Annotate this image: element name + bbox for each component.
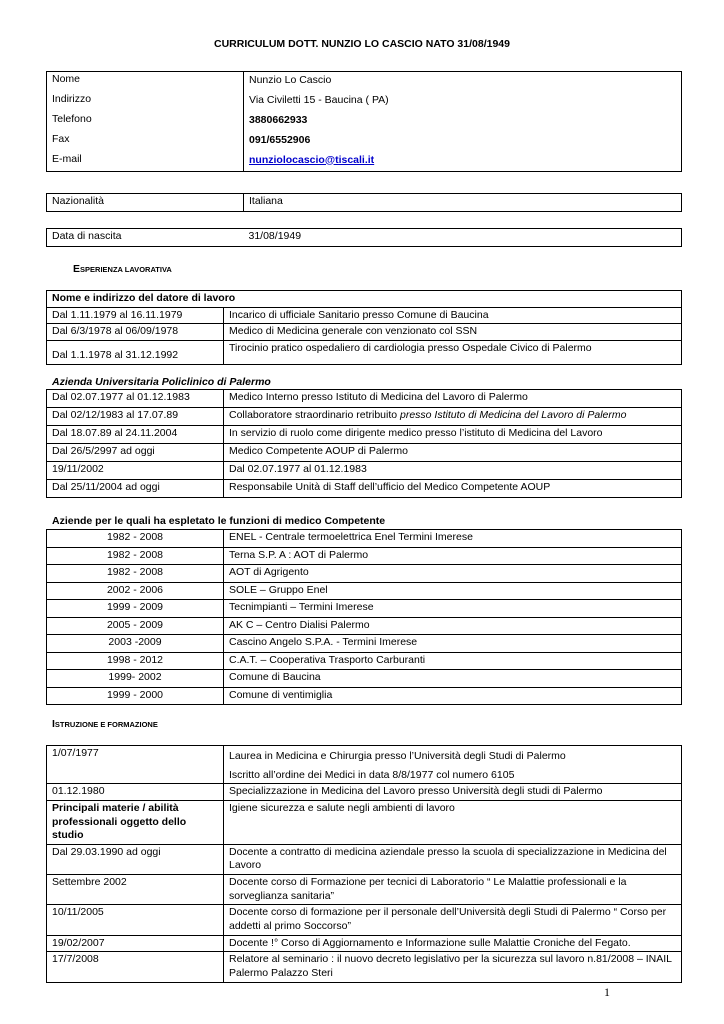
table-row xyxy=(47,687,682,705)
education-desc-line: Iscritto all’ordine dei Medici in data 8/8/1977 col numero 6105 xyxy=(229,768,515,781)
contact-value: Nunzio Lo Cascio xyxy=(244,72,682,92)
competente-years: 1999- 2002 xyxy=(47,670,224,688)
table-row xyxy=(47,340,682,364)
competente-heading: Aziende per le quali ha espletato le funzioni di medico Competente xyxy=(52,515,386,527)
azienda-desc xyxy=(224,480,682,498)
birth-value: 31/08/1949 xyxy=(244,229,682,247)
azienda-table xyxy=(46,389,682,498)
competente-table xyxy=(46,529,682,705)
employer-date: Dal 1.1.1978 al 31.12.1992 xyxy=(47,340,224,364)
azienda-date: 19/11/2002 xyxy=(47,462,224,480)
contact-value: Via Civiletti 15 - Baucina ( PA) xyxy=(244,92,682,112)
education-desc-line: Igiene sicurezza e salute negli ambienti di lavoro xyxy=(229,801,455,814)
azienda-date: Dal 02/12/1983 al 17.07.89 xyxy=(47,408,224,426)
table-row xyxy=(47,390,682,408)
competente-company: Comune di ventimiglia xyxy=(224,687,682,705)
table-row xyxy=(47,324,682,341)
education-desc xyxy=(224,875,682,905)
competente-company: C.A.T. – Cooperativa Trasporto Carburanti xyxy=(224,652,682,670)
azienda-desc-text: Collaboratore straordinario retribuito xyxy=(229,409,400,421)
employer-date: Dal 1.11.1979 al 16.11.1979 xyxy=(47,307,224,324)
azienda-desc-text: Responsabile Unità di Staff dell’ufficio del Medico Competente AOUP xyxy=(229,481,551,493)
competente-years: 1982 - 2008 xyxy=(47,547,224,565)
competente-years: 1999 - 2000 xyxy=(47,687,224,705)
azienda-date: Dal 25/11/2004 ad oggi xyxy=(47,480,224,498)
competente-company: AK C – Centro Dialisi Palermo xyxy=(224,617,682,635)
nationality-label: Nazionalità xyxy=(47,194,244,212)
table-row xyxy=(47,935,682,952)
azienda-desc-text: Dal 02.07.1977 al 01.12.1983 xyxy=(229,463,367,475)
education-desc-line: Relatore al seminario : il nuovo decreto legislativo per la sicurezza sul lavoro n.81/2008 – INAIL Palermo Palazzo Steri xyxy=(229,953,672,979)
education-desc xyxy=(224,800,682,844)
azienda-desc xyxy=(224,408,682,426)
competente-company: Comune di Baucina xyxy=(224,670,682,688)
azienda-date: Dal 02.07.1977 al 01.12.1983 xyxy=(47,390,224,408)
azienda-date: Dal 26/5/2997 ad oggi xyxy=(47,444,224,462)
table-row xyxy=(47,652,682,670)
section-education-heading: ISTRUZIONE E FORMAZIONE xyxy=(52,718,158,730)
competente-company: AOT di Agrigento xyxy=(224,565,682,583)
table-row xyxy=(47,905,682,935)
education-date: 10/11/2005 xyxy=(47,905,224,935)
contact-row xyxy=(47,72,682,92)
table-row xyxy=(47,547,682,565)
table-row xyxy=(47,565,682,583)
contact-table xyxy=(46,71,682,172)
competente-years: 2002 - 2006 xyxy=(47,582,224,600)
table-row xyxy=(47,617,682,635)
contact-row xyxy=(47,112,682,132)
contact-label: Telefono xyxy=(47,112,244,132)
education-date: Settembre 2002 xyxy=(47,875,224,905)
education-desc-line: Docente corso di formazione per il personale dell’Università degli Studi di Palermo “ Corso per addetti al primo Soccorso” xyxy=(229,906,667,933)
contact-row xyxy=(47,152,682,172)
nationality-value: Italiana xyxy=(244,194,682,212)
table-row xyxy=(47,462,682,480)
table-row xyxy=(47,670,682,688)
competente-years: 1999 - 2009 xyxy=(47,600,224,618)
table-row xyxy=(47,784,682,801)
competente-company: Cascino Angelo S.P.A. - Termini Imerese xyxy=(224,635,682,653)
azienda-date: Dal 18.07.89 al 24.11.2004 xyxy=(47,426,224,444)
azienda-desc xyxy=(224,444,682,462)
education-date: 19/02/2007 xyxy=(47,935,224,952)
page-title: CURRICULUM DOTT. NUNZIO LO CASCIO NATO 31/08/1949 xyxy=(214,38,510,50)
azienda-heading: Azienda Universitaria Policlinico di Palermo xyxy=(52,376,271,388)
education-date: 01.12.1980 xyxy=(47,784,224,801)
education-table xyxy=(46,745,682,983)
page-number: 1 xyxy=(604,985,610,999)
education-desc xyxy=(224,746,682,784)
azienda-desc-text: Medico Competente AOUP di Palermo xyxy=(229,445,408,457)
contact-label: Fax xyxy=(47,132,244,152)
table-row xyxy=(47,582,682,600)
competente-company: SOLE – Gruppo Enel xyxy=(224,582,682,600)
competente-years: 2003 -2009 xyxy=(47,635,224,653)
education-desc-line: Laurea in Medicina e Chirurgia presso l’Università degli Studi di Palermo xyxy=(229,750,566,762)
contact-label: E-mail xyxy=(47,152,244,172)
contact-row xyxy=(47,92,682,112)
table-row xyxy=(47,746,682,784)
competente-years: 1982 - 2008 xyxy=(47,565,224,583)
competente-years: 1998 - 2012 xyxy=(47,652,224,670)
table-row xyxy=(47,844,682,874)
table-row xyxy=(47,875,682,905)
azienda-desc xyxy=(224,462,682,480)
azienda-desc-italic: presso Istituto di Medicina del Lavoro di Palermo xyxy=(400,409,627,421)
education-desc xyxy=(224,905,682,935)
employer-desc: Tirocinio pratico ospedaliero di cardiologia presso Ospedale Civico di Palermo xyxy=(224,340,682,364)
contact-label: Nome xyxy=(47,72,244,92)
table-row xyxy=(47,408,682,426)
education-date: 1/07/1977 xyxy=(47,746,224,784)
table-row xyxy=(47,307,682,324)
azienda-desc xyxy=(224,390,682,408)
table-row xyxy=(47,480,682,498)
azienda-desc xyxy=(224,426,682,444)
table-row xyxy=(47,635,682,653)
contact-value: 091/6552906 xyxy=(244,132,682,152)
table-row xyxy=(47,800,682,844)
azienda-desc-text: In servizio di ruolo come dirigente medico presso l’istituto di Medicina del Lavoro xyxy=(229,427,603,439)
employer-header: Nome e indirizzo del datore di lavoro xyxy=(47,291,682,308)
competente-company: Terna S.P. A : AOT di Palermo xyxy=(224,547,682,565)
competente-years: 2005 - 2009 xyxy=(47,617,224,635)
employer-desc: Medico di Medicina generale con venzionato col SSN xyxy=(224,324,682,341)
table-row xyxy=(47,426,682,444)
birth-label: Data di nascita xyxy=(47,229,244,247)
employer-table xyxy=(46,290,682,365)
education-desc xyxy=(224,952,682,982)
table-row xyxy=(47,600,682,618)
education-date: Dal 29.03.1990 ad oggi xyxy=(47,844,224,874)
email-link[interactable]: nunziolocascio@tiscali.it xyxy=(244,152,682,172)
education-desc-line: Docente corso di Formazione per tecnici di Laboratorio “ Le Malattie professionali e la sorveglianza sanitaria” xyxy=(229,876,627,902)
competente-company: Tecnimpianti – Termini Imerese xyxy=(224,600,682,618)
education-desc xyxy=(224,935,682,952)
employer-date: Dal 6/3/1978 al 06/09/1978 xyxy=(47,324,224,341)
nationality-table xyxy=(46,193,682,212)
education-desc xyxy=(224,844,682,874)
table-row xyxy=(47,444,682,462)
table-row xyxy=(47,530,682,548)
education-desc-line: Specializzazione in Medicina del Lavoro presso Università degli studi di Palermo xyxy=(229,785,603,798)
section-experience-heading: ESPERIENZA LAVORATIVA xyxy=(73,263,172,275)
education-date: Principali materie / abilità professionali oggetto dello studio xyxy=(47,800,224,844)
competente-company: ENEL - Centrale termoelettrica Enel Termini Imerese xyxy=(224,530,682,548)
azienda-desc-text: Medico Interno presso Istituto di Medicina del Lavoro di Palermo xyxy=(229,391,528,403)
contact-label: Indirizzo xyxy=(47,92,244,112)
contact-row xyxy=(47,132,682,152)
education-desc-line: Docente !° Corso di Aggiornamento e Informazione sulle Malattie Croniche del Fegato. xyxy=(229,936,631,949)
education-desc-line: Docente a contratto di medicina aziendale presso la scuola di specializzazione in Medicina del Lavoro xyxy=(229,845,667,872)
education-desc xyxy=(224,784,682,801)
table-row xyxy=(47,952,682,982)
contact-value: 3880662933 xyxy=(244,112,682,132)
education-date: 17/7/2008 xyxy=(47,952,224,982)
competente-years: 1982 - 2008 xyxy=(47,530,224,548)
birth-table xyxy=(46,228,682,247)
employer-desc: Incarico di ufficiale Sanitario presso Comune di Baucina xyxy=(224,307,682,324)
